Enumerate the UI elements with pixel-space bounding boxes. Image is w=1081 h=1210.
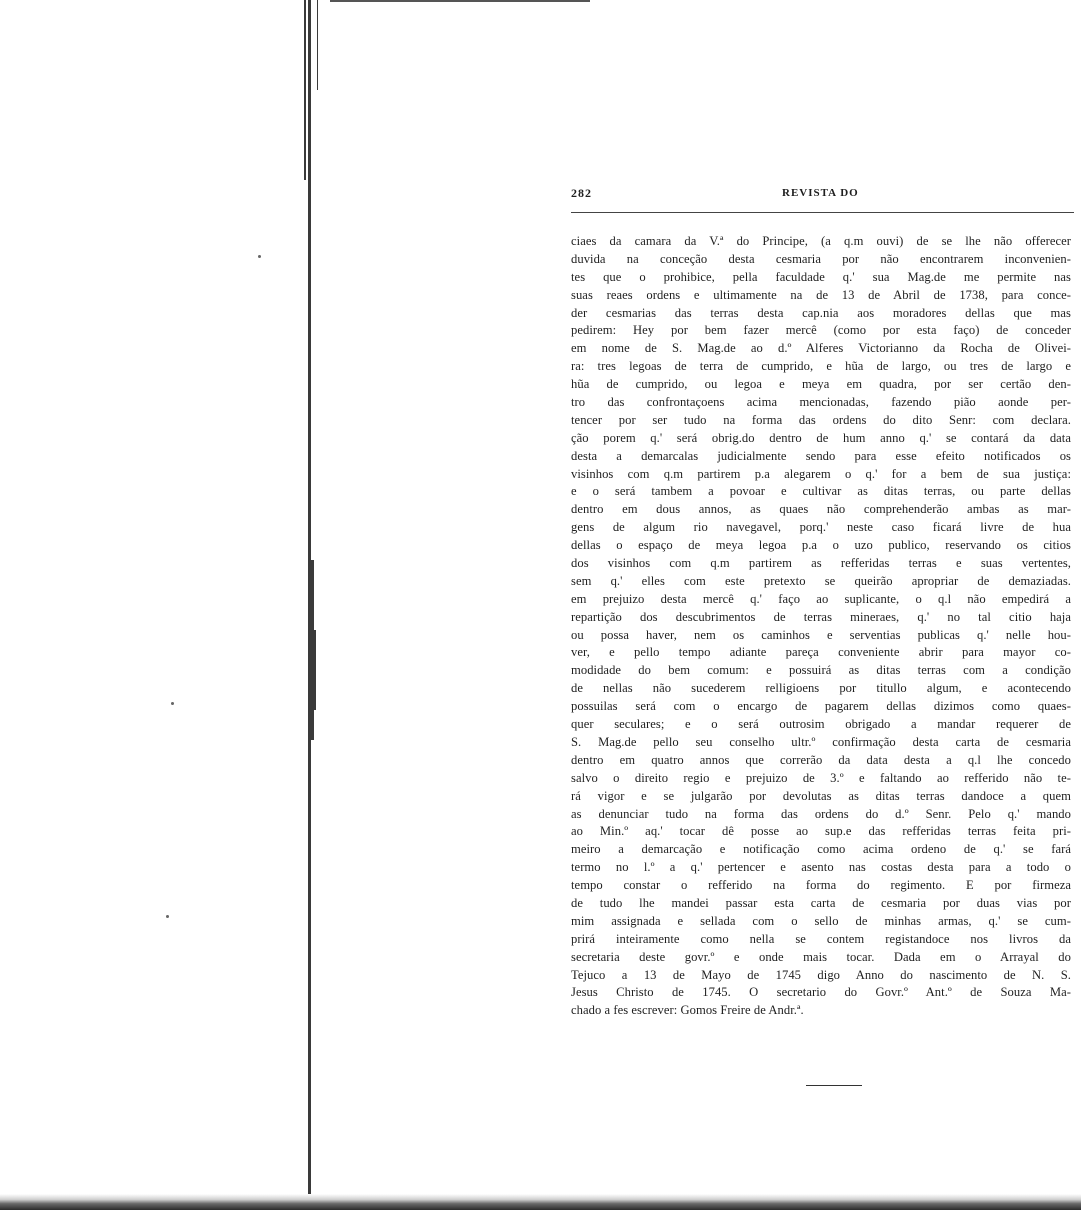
body-line: duvida na conceção desta cesmaria por não encontrarem inconvenien- <box>571 251 1071 266</box>
body-line: tro das confrontaçoens acima mencionadas, fazendo pião aonde per- <box>571 395 1071 410</box>
body-line: repartição dos descubrimentos de terras mineraes, q.' no tal citio haja <box>571 609 1071 624</box>
body-line: rá vigor e se julgarão por devolutas as ditas terras dandoce a quem <box>571 788 1071 803</box>
body-line: ou possa haver, nem os caminhos e serventias publicas q.' nelle hou- <box>571 627 1071 642</box>
body-line: hũa de cumprido, ou legoa e meya em quadra, por ser certão den- <box>571 377 1071 392</box>
body-line: prirá inteiramente como nella se contem registandoce nos livros da <box>571 931 1071 946</box>
header-rule <box>571 212 1074 213</box>
body-line: em prejuizo desta mercê q.' faço ao suplicante, o q.l não empedirá a <box>571 591 1071 606</box>
page-spine-shadow <box>300 0 330 1210</box>
end-rule <box>806 1085 862 1086</box>
body-line: Tejuco a 13 de Mayo de 1745 digo Anno do nascimento de N. S. <box>571 967 1071 982</box>
body-line: S. Mag.de pello seu conselho ultr.º confirmação desta carta de cesmaria <box>571 734 1071 749</box>
body-line: de tudo lhe mandei passar esta carta de cesmaria por duas vias por <box>571 895 1071 910</box>
body-line: tencer por ser tudo na forma das ordens do dito Senr: com declara. <box>571 412 1071 427</box>
scan-speck <box>171 702 174 705</box>
running-title: REVISTA DO <box>782 187 859 199</box>
body-line: em nome de S. Mag.de ao d.º Alferes Victorianno da Rocha de Olivei- <box>571 341 1071 356</box>
body-line: sem q.' elles com este pretexto se queirão apropriar de demaziadas. <box>571 573 1071 588</box>
body-line: dos visinhos com q.m partirem as refferidas terras e suas vertentes, <box>571 556 1071 571</box>
body-line: ciaes da camara da V.ª do Principe, (a q.m ouvi) de se lhe não offerecer <box>571 234 1071 248</box>
page-number: 282 <box>571 186 592 200</box>
body-line: meiro a demarcação e notificação como acima ordeno de q.' se fará <box>571 842 1071 857</box>
body-line: mim assignada e sellada com o sello de minhas armas, q.' se cum- <box>571 913 1071 928</box>
body-line: as denunciar tudo na forma das ordens do d.º Senr. Pelo q.' mando <box>571 806 1071 821</box>
body-line: tes que o prohibice, pella faculdade q.' sua Mag.de me permite nas <box>571 269 1071 284</box>
scan-speck <box>258 255 261 258</box>
body-line: ao Min.º aq.' tocar dê posse ao sup.e das refferidas terras feita pri- <box>571 824 1071 839</box>
body-line: ra: tres legoas de terra de cumprido, e hũa de largo, ou tres de largo e <box>571 359 1071 374</box>
body-line: secretaria deste govr.º e onde mais tocar. Dada em o Arrayal do <box>571 949 1071 964</box>
body-line: termo no l.º a q.' pertencer e asento nas costas desta para a todo o <box>571 860 1071 875</box>
body-line: ção porem q.' será obrig.do dentro de hum anno q.' se contará da data <box>571 430 1071 445</box>
body-line: chado a fes escrever: Gomos Freire de Andr.ª. <box>571 1003 804 1018</box>
body-line: dentro em quatro annos que correrão da data desta a q.l lhe concedo <box>571 752 1071 767</box>
body-line: der cesmarias das terras desta cap.nia aos moradores dellas que mas <box>571 305 1071 320</box>
body-line: tempo constar o refferido na forma do regimento. E por firmeza <box>571 878 1071 893</box>
body-line: ver, e pello tempo adiante pareça conveniente abrir para mayor co- <box>571 645 1071 660</box>
body-line: pedirem: Hey por bem fazer mercê (como por esta faço) de conceder <box>571 323 1071 338</box>
body-line: visinhos com q.m partirem p.a alegarem o q.' for a bem de sua justiça: <box>571 466 1071 481</box>
scan-speck <box>166 915 169 918</box>
body-line: dellas o espaço de meya legoa p.a o uzo publico, reservando os citios <box>571 538 1071 553</box>
body-line: possuilas será com o encargo de pagarem dellas dizimos como quaes- <box>571 699 1071 714</box>
body-line: dentro em dous annos, as quaes não comprehenderão ambas as mar- <box>571 502 1071 517</box>
body-line: quer seculares; e o será outrosim obrigado a mandar requerer de <box>571 717 1071 732</box>
running-head <box>571 184 1071 206</box>
book-page <box>571 184 1071 1020</box>
body-line: suas reaes ordens e ultimamente na de 13 de Abril de 1738, para conce- <box>571 287 1071 302</box>
body-line: e o será tambem a povoar e cultivar as ditas terras, ou parte dellas <box>571 484 1071 499</box>
body-line: gens de algum rio navegavel, porq.' neste caso ficará livre de hua <box>571 520 1071 535</box>
page-top-edge <box>330 0 590 2</box>
body-line: Jesus Christo de 1745. O secretario do Govr.º Ant.º de Souza Ma- <box>571 985 1071 1000</box>
body-line: de nellas não sucederem relligioens por titullo algum, e acontecendo <box>571 681 1071 696</box>
body-line: desta a demarcalas judicialmente sendo para esse efeito notificados os <box>571 448 1071 463</box>
body-line: salvo o direito regio e prejuizo de 3.º e faltando ao refferido não te- <box>571 770 1071 785</box>
page-bottom-edge <box>0 1194 1081 1210</box>
body-text <box>571 233 1071 1020</box>
body-line: modidade do bem comum: e possuirá as ditas terras com a condição <box>571 663 1071 678</box>
